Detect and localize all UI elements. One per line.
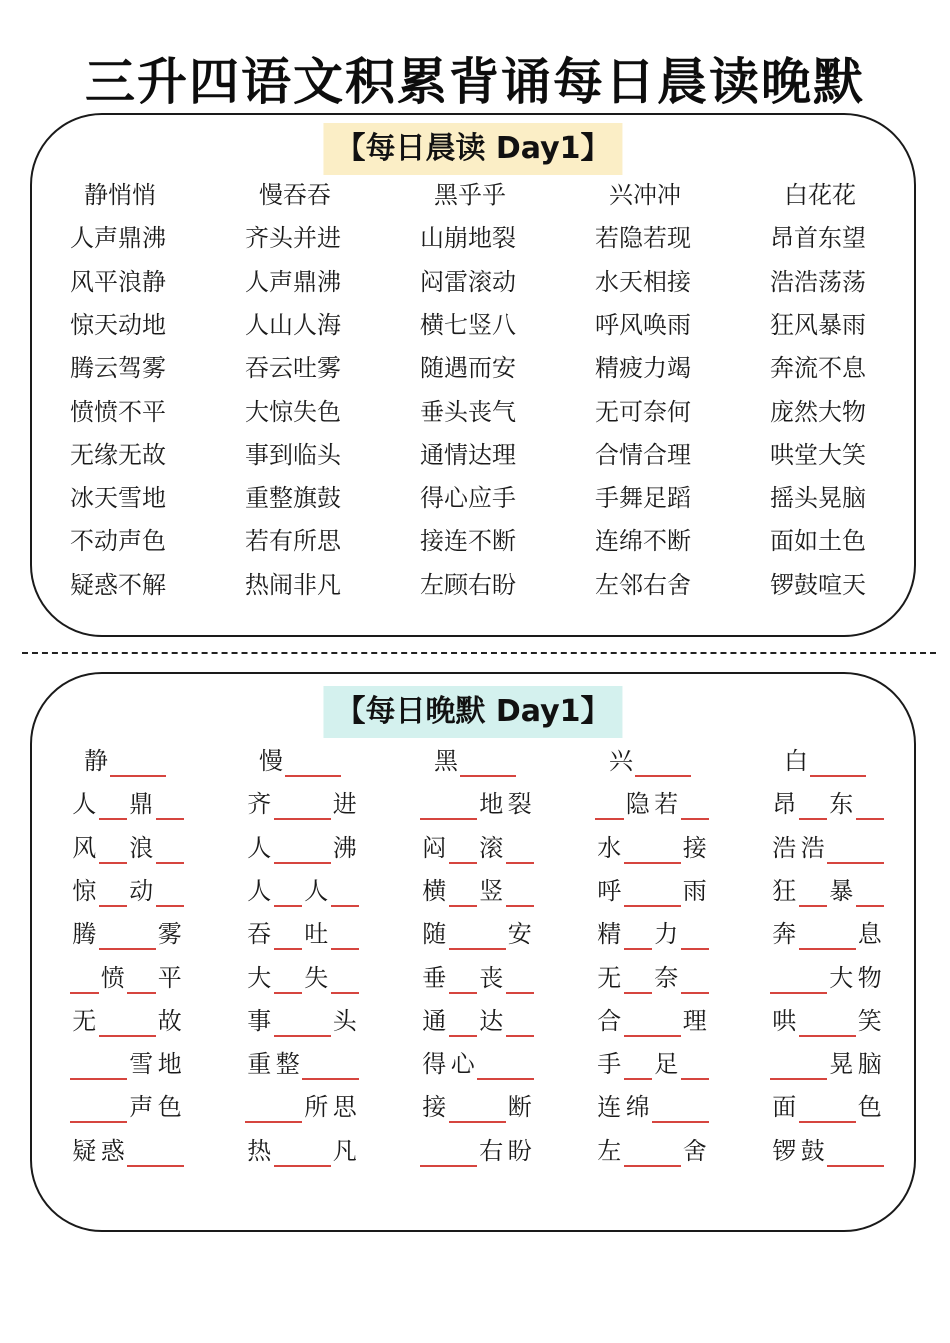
dictation-heading bbox=[434, 742, 516, 780]
dictation-item bbox=[70, 1088, 184, 1126]
dictation-item bbox=[420, 1088, 534, 1126]
dictation-item bbox=[245, 785, 359, 823]
fill-blank[interactable] bbox=[827, 1005, 856, 1037]
fill-blank[interactable] bbox=[99, 875, 128, 907]
given-char: 地 bbox=[157, 1050, 182, 1079]
idiom-item: 风平浪静 bbox=[70, 267, 166, 296]
word-heading: 慢吞吞 bbox=[259, 181, 331, 209]
heading-char: 兴 bbox=[609, 747, 633, 775]
given-char: 失 bbox=[304, 963, 329, 992]
fill-blank[interactable] bbox=[331, 918, 360, 950]
dictation-item bbox=[595, 872, 709, 910]
idiom-item: 连绵不断 bbox=[595, 527, 691, 556]
fill-blank[interactable] bbox=[274, 832, 303, 864]
given-char: 随 bbox=[422, 920, 447, 949]
fill-blank[interactable] bbox=[477, 918, 506, 950]
heading-char: 白 bbox=[784, 747, 808, 775]
fill-blank[interactable] bbox=[70, 1048, 99, 1080]
fill-blank[interactable] bbox=[770, 962, 799, 994]
given-char: 裂 bbox=[507, 790, 532, 819]
given-char: 愤 bbox=[100, 963, 125, 992]
given-char: 笑 bbox=[857, 1006, 882, 1035]
dictation-item bbox=[70, 829, 184, 867]
fill-blank[interactable] bbox=[652, 875, 681, 907]
fill-blank[interactable] bbox=[420, 788, 449, 820]
dictation-item bbox=[70, 1002, 184, 1040]
given-char: 狂 bbox=[772, 876, 797, 905]
given-char: 腾 bbox=[72, 920, 97, 949]
given-char: 大 bbox=[829, 963, 854, 992]
fill-blank[interactable] bbox=[302, 832, 331, 864]
idiom-item: 通情达理 bbox=[420, 440, 516, 469]
fill-blank[interactable] bbox=[652, 1091, 681, 1123]
fill-blank[interactable] bbox=[331, 1048, 360, 1080]
idiom-item: 呼风唤雨 bbox=[595, 310, 691, 339]
given-char: 浩 bbox=[772, 833, 797, 862]
idiom-item: 若有所思 bbox=[245, 527, 341, 556]
idiom-item: 惊天动地 bbox=[70, 310, 166, 339]
given-char: 雾 bbox=[157, 920, 182, 949]
idiom-item: 横七竖八 bbox=[420, 310, 516, 339]
fill-blank[interactable] bbox=[506, 962, 535, 994]
given-char: 断 bbox=[507, 1093, 532, 1122]
dictation-item bbox=[70, 959, 184, 997]
fill-blank[interactable] bbox=[449, 918, 478, 950]
given-char: 垂 bbox=[422, 963, 447, 992]
given-char: 人 bbox=[304, 876, 329, 905]
given-char: 地 bbox=[479, 790, 504, 819]
dictation-heading bbox=[609, 742, 691, 780]
dictation-item bbox=[245, 959, 359, 997]
given-char: 头 bbox=[332, 1006, 357, 1035]
dictation-item bbox=[595, 829, 709, 867]
idiom-item: 腾云驾雾 bbox=[70, 354, 166, 383]
given-char: 雪 bbox=[129, 1050, 154, 1079]
dictation-heading bbox=[84, 742, 166, 780]
fill-blank[interactable] bbox=[506, 1048, 535, 1080]
given-char: 思 bbox=[332, 1093, 357, 1122]
fill-blank[interactable] bbox=[799, 918, 828, 950]
fill-blank[interactable] bbox=[274, 788, 303, 820]
fill-blank[interactable] bbox=[449, 962, 478, 994]
given-char: 大 bbox=[247, 963, 272, 992]
morning-reading-panel bbox=[30, 113, 916, 637]
heading-char: 静 bbox=[84, 747, 108, 775]
word-heading: 兴冲冲 bbox=[609, 181, 681, 209]
given-char: 安 bbox=[507, 920, 532, 949]
fill-blank[interactable] bbox=[127, 1135, 156, 1167]
idiom-item: 若隐若现 bbox=[595, 224, 691, 253]
dictation-item bbox=[245, 915, 359, 953]
fill-blank[interactable] bbox=[127, 962, 156, 994]
evening-dictation-grid bbox=[32, 674, 918, 1230]
fill-blank[interactable] bbox=[331, 875, 360, 907]
fill-blank[interactable] bbox=[799, 962, 828, 994]
given-char: 接 bbox=[682, 833, 707, 862]
word-heading: 白花花 bbox=[784, 181, 856, 209]
fill-blank[interactable] bbox=[799, 788, 828, 820]
fill-blank[interactable] bbox=[449, 832, 478, 864]
given-char: 水 bbox=[597, 833, 622, 862]
fill-blank[interactable] bbox=[506, 875, 535, 907]
idiom-item: 冰天雪地 bbox=[70, 484, 166, 513]
given-char: 事 bbox=[247, 1006, 272, 1035]
fill-blank[interactable] bbox=[245, 1091, 274, 1123]
idiom-item: 左顾右盼 bbox=[420, 570, 516, 599]
evening-badge: 【每日晚默 Day1】 bbox=[323, 686, 622, 738]
fill-blank[interactable] bbox=[624, 962, 653, 994]
idiom-item: 锣鼓喧天 bbox=[770, 570, 866, 599]
fill-blank[interactable] bbox=[302, 788, 331, 820]
given-char: 无 bbox=[72, 1006, 97, 1035]
idiom-item: 人声鼎沸 bbox=[245, 267, 341, 296]
fill-blank[interactable] bbox=[302, 1005, 331, 1037]
dictation-item bbox=[770, 915, 884, 953]
given-char: 风 bbox=[72, 833, 97, 862]
dictation-item bbox=[770, 829, 884, 867]
dictation-item bbox=[70, 785, 184, 823]
fill-blank[interactable] bbox=[420, 1135, 449, 1167]
fill-blank[interactable] bbox=[595, 788, 624, 820]
given-char: 吞 bbox=[247, 920, 272, 949]
dictation-item bbox=[245, 1045, 359, 1083]
given-char: 足 bbox=[654, 1050, 679, 1079]
dictation-item bbox=[245, 1132, 359, 1170]
given-char: 所 bbox=[304, 1093, 329, 1122]
given-char: 通 bbox=[422, 1006, 447, 1035]
given-char: 色 bbox=[857, 1093, 882, 1122]
given-char: 锣 bbox=[772, 1136, 797, 1165]
fill-blank[interactable] bbox=[856, 788, 885, 820]
dictation-item bbox=[770, 1002, 884, 1040]
dictation-item bbox=[770, 1088, 884, 1126]
fill-blank[interactable] bbox=[856, 832, 885, 864]
dictation-item bbox=[245, 829, 359, 867]
fill-blank[interactable] bbox=[635, 745, 691, 777]
given-char: 竖 bbox=[479, 876, 504, 905]
fill-blank[interactable] bbox=[681, 1048, 710, 1080]
idiom-item: 合情合理 bbox=[595, 440, 691, 469]
fill-blank[interactable] bbox=[127, 1005, 156, 1037]
page-title: 三升四语文积累背诵每日晨读晚默 bbox=[85, 53, 865, 111]
fill-blank[interactable] bbox=[477, 1048, 506, 1080]
fill-blank[interactable] bbox=[856, 1135, 885, 1167]
fill-blank[interactable] bbox=[274, 1005, 303, 1037]
given-char: 热 bbox=[247, 1136, 272, 1165]
dictation-item bbox=[595, 1088, 709, 1126]
fill-blank[interactable] bbox=[477, 1091, 506, 1123]
given-char: 哄 bbox=[772, 1006, 797, 1035]
given-char: 昂 bbox=[772, 790, 797, 819]
dictation-item bbox=[595, 785, 709, 823]
given-char: 精 bbox=[597, 920, 622, 949]
given-char: 色 bbox=[157, 1093, 182, 1122]
fill-blank[interactable] bbox=[810, 745, 866, 777]
fill-blank[interactable] bbox=[799, 1048, 828, 1080]
given-char: 鼓 bbox=[800, 1136, 825, 1165]
fill-blank[interactable] bbox=[770, 1048, 799, 1080]
idiom-item: 重整旗鼓 bbox=[245, 484, 341, 513]
given-char: 凡 bbox=[332, 1136, 357, 1165]
dictation-item bbox=[420, 959, 534, 997]
given-char: 面 bbox=[772, 1093, 797, 1122]
dictation-item bbox=[420, 1002, 534, 1040]
fill-blank[interactable] bbox=[449, 1135, 478, 1167]
fill-blank[interactable] bbox=[156, 832, 185, 864]
idiom-item: 无可奈何 bbox=[595, 397, 691, 426]
fill-blank[interactable] bbox=[156, 1135, 185, 1167]
given-char: 理 bbox=[682, 1006, 707, 1035]
fill-blank[interactable] bbox=[624, 1048, 653, 1080]
given-char: 力 bbox=[654, 920, 679, 949]
given-char: 绵 bbox=[625, 1093, 650, 1122]
idiom-item: 精疲力竭 bbox=[595, 354, 691, 383]
morning-badge: 【每日晨读 Day1】 bbox=[323, 123, 622, 175]
given-char: 呼 bbox=[597, 876, 622, 905]
fill-blank[interactable] bbox=[506, 832, 535, 864]
given-char: 沸 bbox=[332, 833, 357, 862]
fill-blank[interactable] bbox=[449, 1005, 478, 1037]
given-char: 进 bbox=[332, 790, 357, 819]
idiom-item: 手舞足蹈 bbox=[595, 484, 691, 513]
dictation-item bbox=[595, 1045, 709, 1083]
fill-blank[interactable] bbox=[827, 1135, 856, 1167]
fill-blank[interactable] bbox=[449, 875, 478, 907]
given-char: 横 bbox=[422, 876, 447, 905]
given-char: 得 bbox=[422, 1050, 447, 1079]
idiom-item: 垂头丧气 bbox=[420, 397, 516, 426]
fill-blank[interactable] bbox=[127, 918, 156, 950]
given-char: 无 bbox=[597, 963, 622, 992]
fill-blank[interactable] bbox=[99, 918, 128, 950]
idiom-item: 事到临头 bbox=[245, 440, 341, 469]
given-char: 物 bbox=[857, 963, 882, 992]
idiom-item: 摇头晃脑 bbox=[770, 484, 866, 513]
given-char: 接 bbox=[422, 1093, 447, 1122]
given-char: 动 bbox=[129, 876, 154, 905]
idiom-item: 热闹非凡 bbox=[245, 570, 341, 599]
dictation-item bbox=[245, 872, 359, 910]
given-char: 浪 bbox=[129, 833, 154, 862]
given-char: 声 bbox=[129, 1093, 154, 1122]
fill-blank[interactable] bbox=[99, 1048, 128, 1080]
given-char: 平 bbox=[157, 963, 182, 992]
idiom-item: 昂首东望 bbox=[770, 224, 866, 253]
fill-blank[interactable] bbox=[110, 745, 166, 777]
fill-blank[interactable] bbox=[624, 875, 653, 907]
given-char: 盼 bbox=[507, 1136, 532, 1165]
given-char: 右 bbox=[479, 1136, 504, 1165]
dictation-item bbox=[420, 915, 534, 953]
fill-blank[interactable] bbox=[799, 1005, 828, 1037]
fill-blank[interactable] bbox=[506, 1005, 535, 1037]
idiom-item: 闷雷滚动 bbox=[420, 267, 516, 296]
heading-char: 黑 bbox=[434, 747, 458, 775]
fill-blank[interactable] bbox=[156, 788, 185, 820]
given-char: 暴 bbox=[829, 876, 854, 905]
idiom-item: 浩浩荡荡 bbox=[770, 267, 866, 296]
idiom-item: 愤愤不平 bbox=[70, 397, 166, 426]
given-char: 人 bbox=[247, 833, 272, 862]
idiom-item: 山崩地裂 bbox=[420, 224, 516, 253]
fill-blank[interactable] bbox=[274, 1091, 303, 1123]
given-char: 吐 bbox=[304, 920, 329, 949]
fill-blank[interactable] bbox=[681, 962, 710, 994]
idiom-item: 得心应手 bbox=[420, 484, 516, 513]
given-char: 故 bbox=[157, 1006, 182, 1035]
dictation-item bbox=[595, 1002, 709, 1040]
dictation-item bbox=[420, 785, 534, 823]
fill-blank[interactable] bbox=[652, 1135, 681, 1167]
given-char: 隐 bbox=[625, 790, 650, 819]
fill-blank[interactable] bbox=[99, 1005, 128, 1037]
given-char: 齐 bbox=[247, 790, 272, 819]
dictation-item bbox=[420, 829, 534, 867]
idiom-item: 水天相接 bbox=[595, 267, 691, 296]
given-char: 雨 bbox=[682, 876, 707, 905]
heading-char: 慢 bbox=[259, 747, 283, 775]
fill-blank[interactable] bbox=[799, 1091, 828, 1123]
given-char: 丧 bbox=[479, 963, 504, 992]
dictation-item bbox=[245, 1002, 359, 1040]
dashed-divider bbox=[22, 652, 936, 654]
fill-blank[interactable] bbox=[302, 1048, 331, 1080]
fill-blank[interactable] bbox=[827, 918, 856, 950]
dictation-item bbox=[770, 1045, 884, 1083]
given-char: 闷 bbox=[422, 833, 447, 862]
dictation-item bbox=[70, 915, 184, 953]
given-char: 东 bbox=[829, 790, 854, 819]
given-char: 晃 bbox=[829, 1050, 854, 1079]
idiom-item: 不动声色 bbox=[70, 527, 166, 556]
given-char: 手 bbox=[597, 1050, 622, 1079]
fill-blank[interactable] bbox=[681, 788, 710, 820]
fill-blank[interactable] bbox=[274, 918, 303, 950]
idiom-item: 大惊失色 bbox=[245, 397, 341, 426]
idiom-item: 无缘无故 bbox=[70, 440, 166, 469]
idiom-item: 随遇而安 bbox=[420, 354, 516, 383]
given-char: 达 bbox=[479, 1006, 504, 1035]
idiom-item: 哄堂大笑 bbox=[770, 440, 866, 469]
given-char: 重 bbox=[247, 1050, 272, 1079]
given-char: 人 bbox=[247, 876, 272, 905]
given-char: 奔 bbox=[772, 920, 797, 949]
given-char: 息 bbox=[857, 920, 882, 949]
fill-blank[interactable] bbox=[331, 962, 360, 994]
dictation-item bbox=[770, 959, 884, 997]
given-char: 奈 bbox=[654, 963, 679, 992]
fill-blank[interactable] bbox=[856, 875, 885, 907]
idiom-item: 吞云吐雾 bbox=[245, 354, 341, 383]
fill-blank[interactable] bbox=[449, 1091, 478, 1123]
dictation-heading bbox=[259, 742, 341, 780]
given-char: 心 bbox=[450, 1050, 475, 1079]
given-char: 滚 bbox=[479, 833, 504, 862]
dictation-item bbox=[70, 872, 184, 910]
given-char: 左 bbox=[597, 1136, 622, 1165]
fill-blank[interactable] bbox=[274, 1135, 303, 1167]
idiom-item: 齐头并进 bbox=[245, 224, 341, 253]
dictation-item bbox=[595, 915, 709, 953]
fill-blank[interactable] bbox=[285, 745, 341, 777]
dictation-item bbox=[70, 1132, 184, 1170]
dictation-item bbox=[595, 959, 709, 997]
idiom-item: 人山人海 bbox=[245, 310, 341, 339]
dictation-item bbox=[770, 785, 884, 823]
fill-blank[interactable] bbox=[624, 1135, 653, 1167]
fill-blank[interactable] bbox=[681, 918, 710, 950]
fill-blank[interactable] bbox=[449, 788, 478, 820]
fill-blank[interactable] bbox=[99, 832, 128, 864]
dictation-item bbox=[70, 1045, 184, 1083]
fill-blank[interactable] bbox=[274, 875, 303, 907]
given-char: 疑 bbox=[72, 1136, 97, 1165]
fill-blank[interactable] bbox=[70, 1091, 99, 1123]
fill-blank[interactable] bbox=[827, 1091, 856, 1123]
dictation-item bbox=[245, 1088, 359, 1126]
dictation-heading bbox=[784, 742, 866, 780]
idiom-item: 面如土色 bbox=[770, 527, 866, 556]
fill-blank[interactable] bbox=[681, 1091, 710, 1123]
given-char: 惊 bbox=[72, 876, 97, 905]
idiom-item: 疑惑不解 bbox=[70, 570, 166, 599]
dictation-item bbox=[595, 1132, 709, 1170]
given-char: 合 bbox=[597, 1006, 622, 1035]
idiom-item: 狂风暴雨 bbox=[770, 310, 866, 339]
fill-blank[interactable] bbox=[302, 1135, 331, 1167]
fill-blank[interactable] bbox=[652, 1005, 681, 1037]
idiom-item: 庞然大物 bbox=[770, 397, 866, 426]
fill-blank[interactable] bbox=[460, 745, 516, 777]
given-char: 惑 bbox=[100, 1136, 125, 1165]
fill-blank[interactable] bbox=[799, 875, 828, 907]
given-char: 人 bbox=[72, 790, 97, 819]
given-char: 若 bbox=[654, 790, 679, 819]
given-char: 整 bbox=[275, 1050, 300, 1079]
dictation-item bbox=[770, 872, 884, 910]
dictation-item bbox=[420, 872, 534, 910]
dictation-item bbox=[420, 1132, 534, 1170]
given-char: 鼎 bbox=[129, 790, 154, 819]
fill-blank[interactable] bbox=[99, 788, 128, 820]
fill-blank[interactable] bbox=[70, 962, 99, 994]
dictation-item bbox=[420, 1045, 534, 1083]
dictation-item bbox=[770, 1132, 884, 1170]
fill-blank[interactable] bbox=[156, 875, 185, 907]
fill-blank[interactable] bbox=[624, 1005, 653, 1037]
idiom-item: 左邻右舍 bbox=[595, 570, 691, 599]
given-char: 舍 bbox=[682, 1136, 707, 1165]
fill-blank[interactable] bbox=[99, 1091, 128, 1123]
morning-word-grid bbox=[32, 115, 918, 635]
given-char: 连 bbox=[597, 1093, 622, 1122]
idiom-item: 人声鼎沸 bbox=[70, 224, 166, 253]
given-char: 脑 bbox=[857, 1050, 882, 1079]
word-heading: 静悄悄 bbox=[84, 181, 156, 209]
fill-blank[interactable] bbox=[624, 918, 653, 950]
evening-dictation-panel bbox=[30, 672, 916, 1232]
word-heading: 黑乎乎 bbox=[434, 181, 506, 209]
given-char: 浩 bbox=[800, 833, 825, 862]
fill-blank[interactable] bbox=[827, 832, 856, 864]
idiom-item: 奔流不息 bbox=[770, 354, 866, 383]
fill-blank[interactable] bbox=[274, 962, 303, 994]
fill-blank[interactable] bbox=[652, 832, 681, 864]
fill-blank[interactable] bbox=[624, 832, 653, 864]
idiom-item: 接连不断 bbox=[420, 527, 516, 556]
